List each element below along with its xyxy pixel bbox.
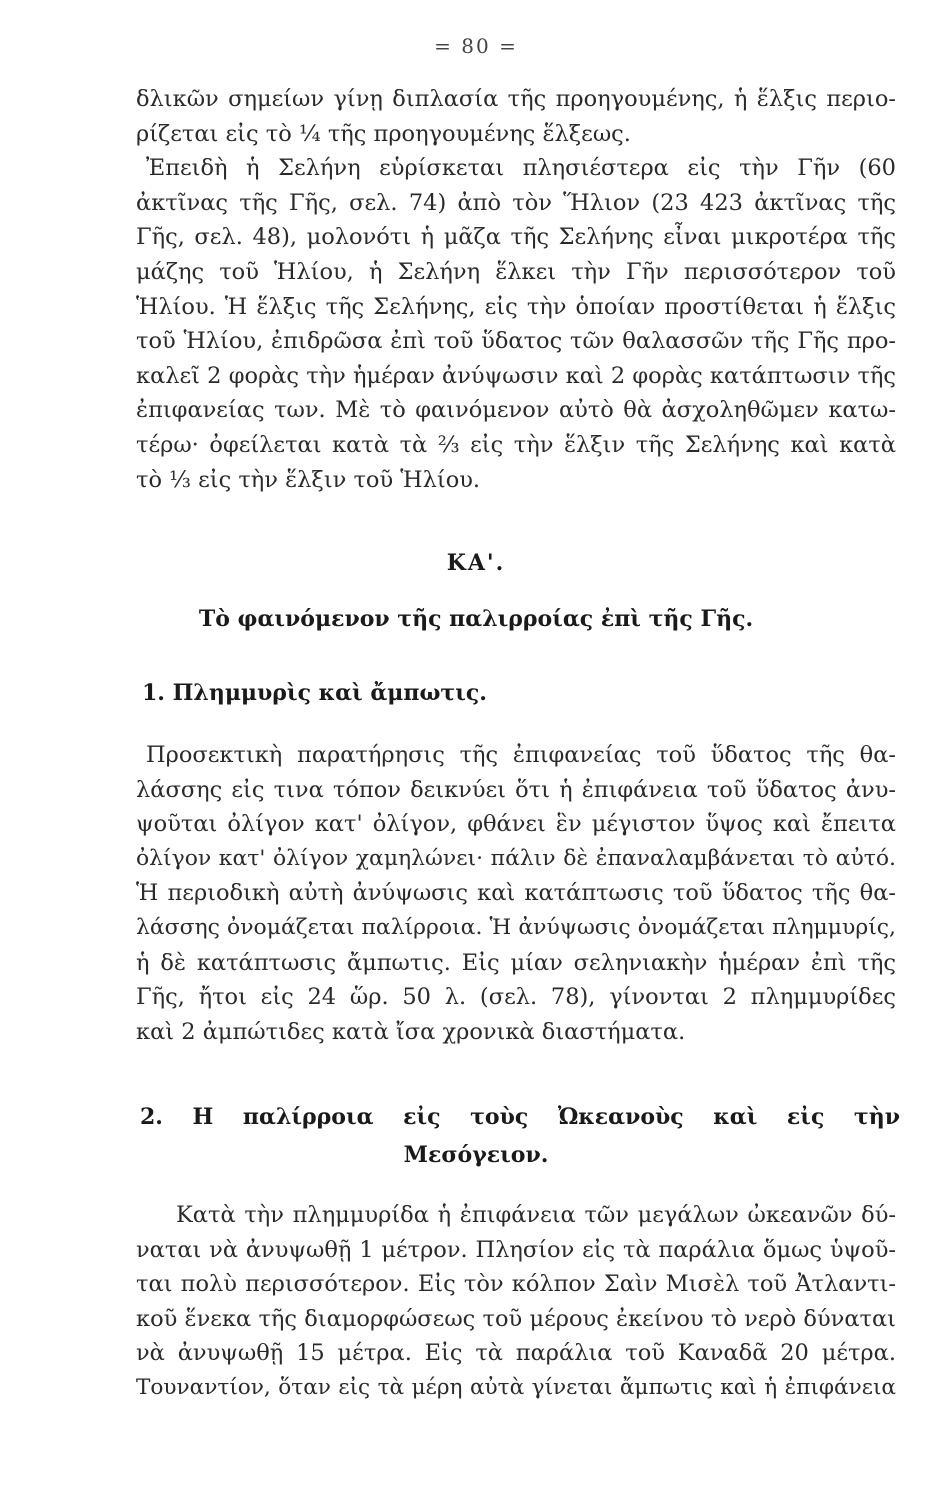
text-line: μάζης τοῦ Ἡλίου, ἡ Σελήνη ἕλκει τὴν Γῆν περισσότερον τοῦ: [136, 258, 896, 285]
paragraph-tides: [136, 738, 896, 1049]
text-line: καὶ 2 ἀμπώτιδες κατὰ ἴσα χρονικὰ διαστήματα.: [136, 1018, 686, 1045]
text-line: Ἡλίου. Ἡ ἕλξις τῆς Σελήνης, εἰς τὴν ὁποίαν προστίθεται ἡ ἕλξις: [136, 293, 896, 320]
section-2-title-line2: Μεσόγειον.: [403, 1142, 549, 1168]
text-line: λάσσης εἰς τινα τόπον δεικνύει ὅτι ἡ ἐπιφάνεια τοῦ ὕδατος ἀνυ-: [136, 776, 896, 803]
section-2-title-line1: 2. Η παλίρροια εἰς τοὺς Ὠκεανοὺς καὶ εἰς τὴν: [140, 1104, 900, 1130]
text-line: τὸ ⅓ εἰς τὴν ἕλξιν τοῦ Ἡλίου.: [136, 466, 481, 493]
text-line: Προσεκτικὴ παρατήρησις τῆς ἐπιφανείας τοῦ ὕδατος τῆς θα-: [146, 742, 896, 768]
text-line: λάσσης ὀνομάζεται παλίρροια. Ἡ ἀνύψωσις ὀνομάζεται πλημμυρίς,: [136, 914, 896, 940]
paragraph-continuation: [136, 82, 896, 497]
text-line: τέρω· ὀφείλεται κατὰ τὰ ⅔ εἰς τὴν ἕλξιν τῆς Σελήνης καὶ κατὰ: [136, 431, 896, 458]
text-line: τοῦ Ἡλίου, ἐπιδρῶσα ἐπὶ τοῦ ὕδατος τῶν θαλασσῶν τῆς Γῆς προ-: [136, 328, 896, 355]
text-line: ἀκτῖνας τῆς Γῆς, σελ. 74) ἀπὸ τὸν Ἥλιον (23 423 ἀκτῖνας τῆς: [136, 189, 896, 216]
text-line: Τουναντίον, ὅταν εἰς τὰ μέρη αὐτὰ γίνεται ἄμπωτις καὶ ἡ ἐπιφάνεια: [136, 1374, 896, 1400]
text-line: ἡ δὲ κατάπτωσις ἄμπωτις. Εἰς μίαν σεληνιακὴν ἡμέραν ἐπὶ τῆς: [136, 949, 896, 976]
text-line: ρίζεται εἰς τὸ ¼ τῆς προηγουμένης ἕλξεως.: [136, 120, 631, 147]
text-line: ἐπιφανείας των. Μὲ τὸ φαινόμενον αὐτὸ θὰ ἀσχοληθῶμεν κατω-: [136, 397, 896, 424]
paragraph-oceans: [136, 1198, 896, 1406]
text-line: ται πολὺ περισσότερον. Εἰς τὸν κόλπον Σαὶν Μισὲλ τοῦ Ἀτλαντι-: [136, 1271, 896, 1298]
page-number: = 80 =: [434, 34, 518, 58]
text-line: δλικῶν σημείων γίνῃ διπλασία τῆς προηγουμένης, ἡ ἕλξις περιο-: [136, 86, 896, 112]
text-line: ὀλίγον κατ' ὀλίγον χαμηλώνει· πάλιν δὲ ἐπαναλαμβάνεται τὸ αὐτό.: [136, 845, 896, 871]
chapter-title: Τὸ φαινόμενον τῆς παλιρροίας ἐπὶ τῆς Γῆς.: [198, 606, 754, 632]
text-line: Ἡ περιοδικὴ αὐτὴ ἀνύψωσις καὶ κατάπτωσις τοῦ ὕδατος τῆς θα-: [136, 880, 896, 907]
chapter-number: ΚΑ'.: [446, 550, 506, 576]
text-line: νὰ ἀνυψωθῇ 15 μέτρα. Εἰς τὰ παράλια τοῦ Καναδᾶ 20 μέτρα.: [136, 1340, 896, 1367]
text-line: ψοῦται ὀλίγον κατ' ὀλίγον, φθάνει ἓν μέγιστον ὕψος καὶ ἔπειτα: [136, 811, 896, 838]
text-line: Γῆς, σελ. 48), μολονότι ἡ μᾶζα τῆς Σελήνης εἶναι μικροτέρα τῆς: [136, 224, 896, 251]
text-line: ναται νὰ ἀνυψωθῇ 1 μέτρον. Πλησίον εἰς τὰ παράλια ὅμως ὑψοῦ-: [136, 1236, 896, 1263]
text-line: καλεῖ 2 φορὰς τὴν ἡμέραν ἀνύψωσιν καὶ 2 φορὰς κατάπτωσιν τῆς: [136, 362, 896, 389]
text-line: Ἐπειδὴ ἡ Σελήνη εὑρίσκεται πλησιέστερα εἰς τὴν Γῆν (60: [146, 155, 896, 182]
text-line: κοῦ ἕνεκα τῆς διαμορφώσεως τοῦ μέρους ἐκείνου τὸ νερὸ δύναται: [136, 1305, 896, 1332]
text-line: Κατὰ τὴν πλημμυρίδα ἡ ἐπιφάνεια τῶν μεγάλων ὠκεανῶν δύ-: [176, 1202, 896, 1228]
section-1-title: 1. Πλημμυρὶς καὶ ἄμπωτις.: [142, 680, 487, 706]
text-line: Γῆς, ἤτοι εἰς 24 ὥρ. 50 λ. (σελ. 78), γίνονται 2 πλημμυρίδες: [136, 984, 896, 1011]
